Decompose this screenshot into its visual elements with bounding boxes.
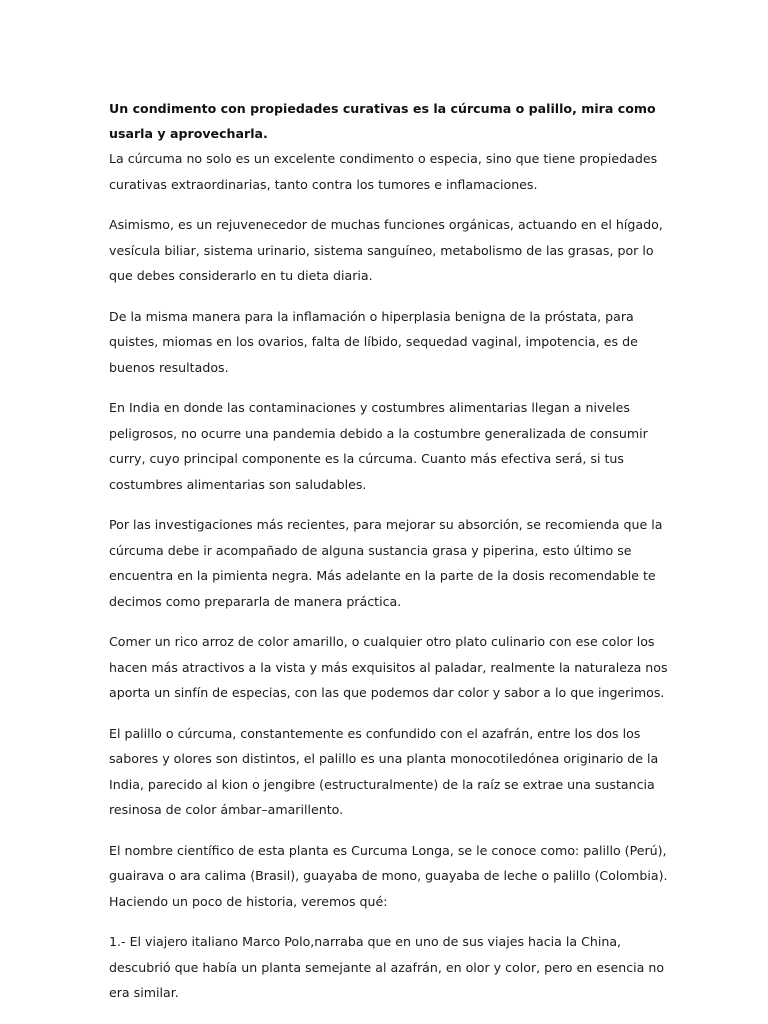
paragraph-1: La cúrcuma no solo es un excelente condimento o especia, sino que tiene propiedades curativas extraordinarias, tanto contra los tumores e inflamaciones.	[109, 151, 658, 192]
paragraph-8: El nombre científico de esta planta es Curcuma Longa, se le conoce como: palillo (Perú), guairava o ara calima (Brasil), guayaba de mono, guayaba de leche o palillo (Colombia). Haciendo un poco de historia, veremos qué:	[109, 842, 668, 909]
paragraph-9: 1.- El viajero italiano Marco Polo,narraba que en uno de sus viajes hacia la China, descubrió que había un planta semejante al azafrán, en olor y color, pero en esencia no era similar.	[109, 934, 665, 1000]
paragraph-3: De la misma manera para la inflamación o hiperplasia benigna de la próstata, para quistes, miomas en los ovarios, falta de líbido, sequedad vaginal, impotencia, es de buenos resultados.	[109, 308, 638, 375]
paragraph-5: Por las investigaciones más recientes, para mejorar su absorción, se recomienda que la cúrcuma debe ir acompañado de alguna sustancia grasa y piperina, esto último se encuentra en la pimienta negra. Más adelante en la parte de la dosis recomendable te decimos como prepararla de manera práctica.	[109, 517, 663, 609]
paragraph-6: Comer un rico arroz de color amarillo, o cualquier otro plato culinario con ese color los hacen más atractivos a la vista y más exquisitos al paladar, realmente la naturaleza nos aporta un sinfín de especias, con las que podemos dar color y sabor a lo que ingerimos.	[109, 634, 668, 700]
paragraph-4: En India en donde las contaminaciones y costumbres alimentarias llegan a niveles peligrosos, no ocurre una pandemia debido a la costumbre generalizada de consumir curry, cuyo principal componente es la cúrcuma. Cuanto más efectiva será, si tus costumbres alimentarias son saludables.	[109, 400, 648, 492]
document-title: Un condimento con propiedades curativas es la cúrcuma o palillo, mira como usarla y aprovecharla.	[109, 101, 656, 141]
document-body	[109, 96, 669, 1021]
paragraph-2: Asimismo, es un rejuvenecedor de muchas funciones orgánicas, actuando en el hígado, vesícula biliar, sistema urinario, sistema sanguíneo, metabolismo de las grasas, por lo que debes considerarlo en tu dieta diaria.	[109, 217, 663, 283]
paragraph-7: El palillo o cúrcuma, constantemente es confundido con el azafrán, entre los dos los sabores y olores son distintos, el palillo es una planta monocotiledónea originario de la India, parecido al kion o jengibre (estructuralmente) de la raíz se extrae una sustancia resinosa de color ámbar–amarillento.	[109, 725, 659, 817]
